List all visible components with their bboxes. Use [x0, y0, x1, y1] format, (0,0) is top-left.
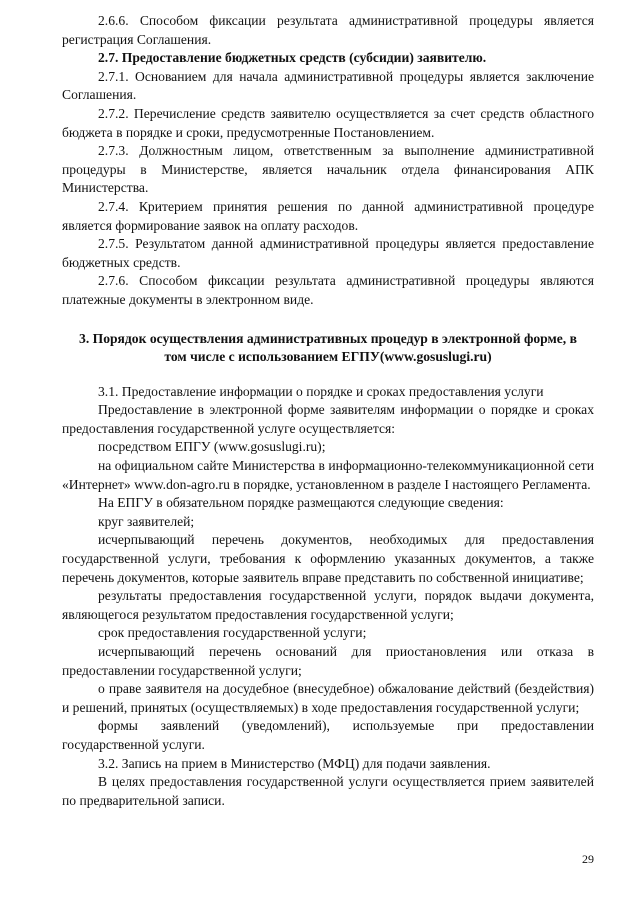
- page-number: 29: [582, 852, 594, 866]
- heading-2-7: 2.7. Предоставление бюджетных средств (субсидии) заявителю.: [98, 50, 487, 66]
- list-item: исчерпывающий перечень оснований для приостановления или отказа в предоставлении государственной услуги;: [62, 644, 594, 678]
- list-item: срок предоставления государственной услуги;: [98, 625, 367, 641]
- paragraph-3-2: 3.2. Запись на прием в Министерство (МФЦ) для подачи заявления.: [98, 755, 491, 771]
- list-item: круг заявителей;: [98, 513, 195, 529]
- paragraph-2-6-6: 2.6.6. Способом фиксации результата административной процедуры является регистрация Соглашения.: [62, 13, 594, 47]
- paragraph: В целях предоставления государственной услуги осуществляется прием заявителей по предварительной записи.: [62, 774, 594, 808]
- paragraph-2-7-4: 2.7.4. Критерием принятия решения по данной административной процедуре является формирование заявок на оплату расходов.: [62, 198, 594, 233]
- list-item: на официальном сайте Министерства в информационно-телекоммуникационной сети «Интернет» www.don-agro.ru в порядке, установленном в разделе I настоящего Регламента.: [62, 458, 594, 492]
- spacer: [62, 367, 594, 383]
- paragraph-2-7-2: 2.7.2. Перечисление средств заявителю осуществляется за счет средств областного бюджета в порядке и сроки, предусмотренные Постановлением.: [62, 105, 594, 140]
- document-page: [62, 12, 594, 810]
- list-item: исчерпывающий перечень документов, необходимых для предоставления государственной услуги, требования к оформлению указанных документов, а также перечень документов, которые заявитель вправе представить по собственной инициативе;: [62, 532, 594, 585]
- paragraph-2-7-3: 2.7.3. Должностным лицом, ответственным за выполнение административной процедуры в Министерстве, является начальник отдела финансирования АПК Министерства.: [62, 143, 594, 196]
- list-item: результаты предоставления государственной услуги, порядок выдачи документа, являющегося результатом предоставления государственной услуги;: [62, 588, 594, 622]
- paragraph-2-7-5: 2.7.5. Результатом данной административной процедуры является предоставление бюджетных средств.: [62, 236, 594, 270]
- list-item: посредством ЕПГУ (www.gosuslugi.ru);: [98, 439, 326, 455]
- section-3-body: [62, 383, 594, 811]
- list-item: формы заявлений (уведомлений), используемые при предоставлении государственной услуги.: [62, 718, 594, 752]
- paragraph-2-7-1: 2.7.1. Основанием для начала административной процедуры является заключение Соглашения.: [62, 68, 594, 103]
- paragraph-3-1: 3.1. Предоставление информации о порядке и сроках предоставления услуги: [98, 383, 544, 399]
- list-item: о праве заявителя на досудебное (внесудебное) обжалование действий (бездействия) и решений, принятых (осуществляемых) в ходе предоставления государственной услуги;: [62, 681, 594, 715]
- top-paragraphs: [62, 12, 594, 310]
- paragraph: На ЕПГУ в обязательном порядке размещаются следующие сведения:: [98, 495, 504, 511]
- spacer: [62, 310, 594, 330]
- paragraph: Предоставление в электронной форме заявителям информации о порядке и сроках предоставления государственной услуге осуществляется:: [62, 402, 594, 436]
- paragraph-2-7-6: 2.7.6. Способом фиксации результата административной процедуры являются платежные документы в электронном виде.: [62, 273, 594, 307]
- section-3-title: 3. Порядок осуществления административных процедур в электронной форме, в том числе с использованием ЕГПУ(www.gosuslugi.ru): [79, 330, 577, 365]
